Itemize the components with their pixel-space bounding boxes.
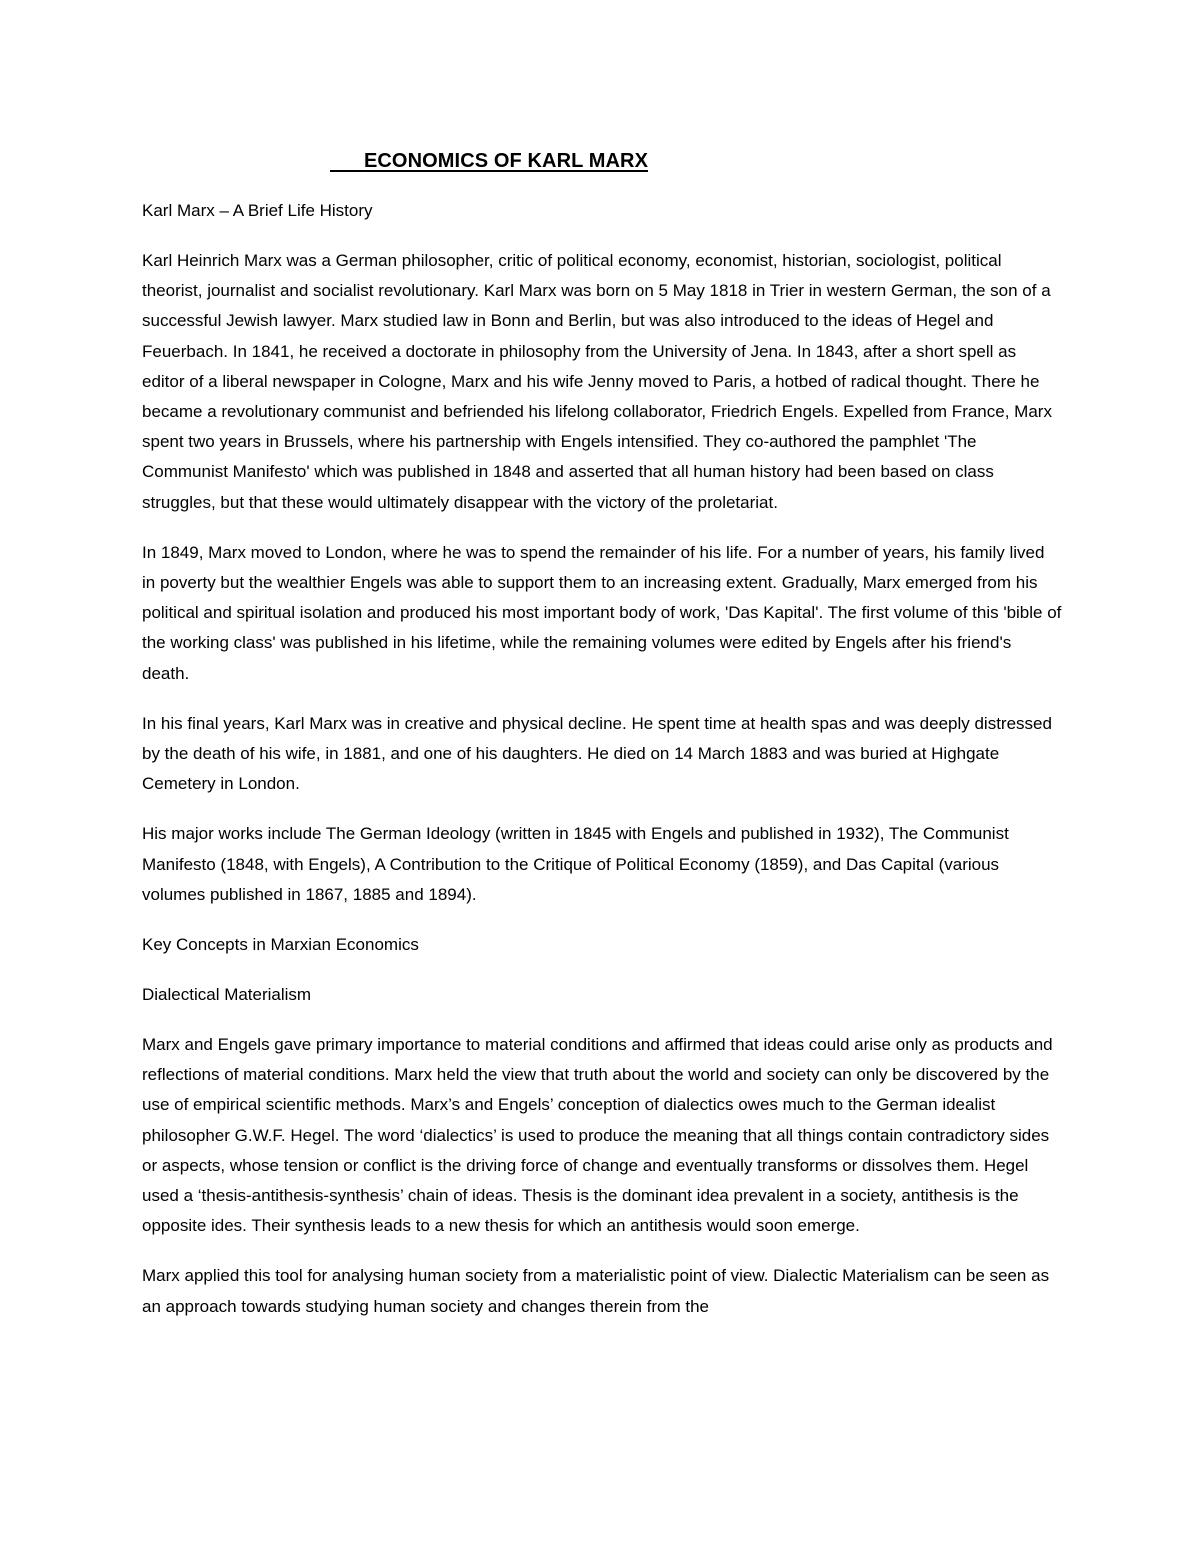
paragraph-london: In 1849, Marx moved to London, where he was to spend the remainder of his life. For a number of years, his family lived in poverty but the wealthier Engels was able to support them to an increasing extent. Gradually, Marx emerged from his political and spiritual isolation and produced his most important body of work, 'Das Kapital'. The first volume of this 'bible of the working class' was published in his lifetime, while the remaining volumes were edited by Engels after his friend's death. (142, 542, 1062, 683)
paragraph-final-years: In his final years, Karl Marx was in creative and physical decline. He spent time at health spas and was deeply distressed by the death of his wife, in 1881, and one of his daughters. He died on 14 March 1883 and was buried at Highgate Cemetery in London. (142, 713, 1052, 794)
document-body (142, 146, 1062, 1342)
paragraph-biography: Karl Heinrich Marx was a German philosopher, critic of political economy, economist, historian, sociologist, political theorist, journalist and socialist revolutionary. Karl Marx was born on 5 May 1818 in Trier in western German, the son of a successful Jewish lawyer. Marx studied law in Bonn and Berlin, but was also introduced to the ideas of Hegel and Feuerbach. In 1841, he received a doctorate in philosophy from the University of Jena. In 1843, after a short spell as editor of a liberal newspaper in Cologne, Marx and his wife Jenny moved to Paris, a hotbed of radical thought. There he became a revolutionary communist and befriended his lifelong collaborator, Friedrich Engels. Expelled from France, Marx spent two years in Brussels, where his partnership with Engels intensified. They co-authored the pamphlet 'The Communist Manifesto' which was published in 1848 and asserted that all human history had been based on class struggles, but that these would ultimately disappear with the victory of the proletariat. (142, 251, 1052, 512)
title-text: ECONOMICS OF KARL MARX (363, 150, 649, 172)
paragraph-major-works: His major works include The German Ideology (written in 1845 with Engels and published in 1932), The Communist Manifesto (1848, with Engels), A Contribution to the Critique of Political Economy (1859), and Das Capital (various volumes published in 1867, 1885 and 1894). (142, 824, 1009, 904)
paragraph-dialectics: Marx and Engels gave primary importance to material conditions and affirmed that ideas could arise only as products and reflections of material conditions. Marx held the view that truth about the world and society can only be discovered by the use of empirical scientific methods. Marx’s and Engels’ conception of dialectics owes much to the German idealist philosopher G.W.F. Hegel. The word ‘dialectics’ is used to produce the meaning that all things contain contradictory sides or aspects, whose tension or conflict is the driving force of change and eventually transforms or dissolves them. Hegel used a ‘thesis-antithesis-synthesis’ chain of ideas. Thesis is the dominant idea prevalent in a society, antithesis is the opposite ides. Their synthesis leads to a new thesis for which an antithesis would soon emerge. (142, 1035, 1053, 1236)
document-title (142, 146, 1062, 176)
title-underlined-text (330, 150, 648, 172)
paragraph-dialectic-materialism: Marx applied this tool for analysing human society from a materialistic point of view. Dialectic Materialism can be seen as an approach towards studying human society and changes therein from the (142, 1266, 1050, 1316)
section-heading-key-concepts: Key Concepts in Marxian Economics (142, 935, 419, 955)
section-heading-dialectical-materialism: Dialectical Materialism (142, 985, 312, 1005)
title-lead-space (330, 150, 364, 172)
section-heading-life-history: Karl Marx – A Brief Life History (142, 201, 373, 220)
